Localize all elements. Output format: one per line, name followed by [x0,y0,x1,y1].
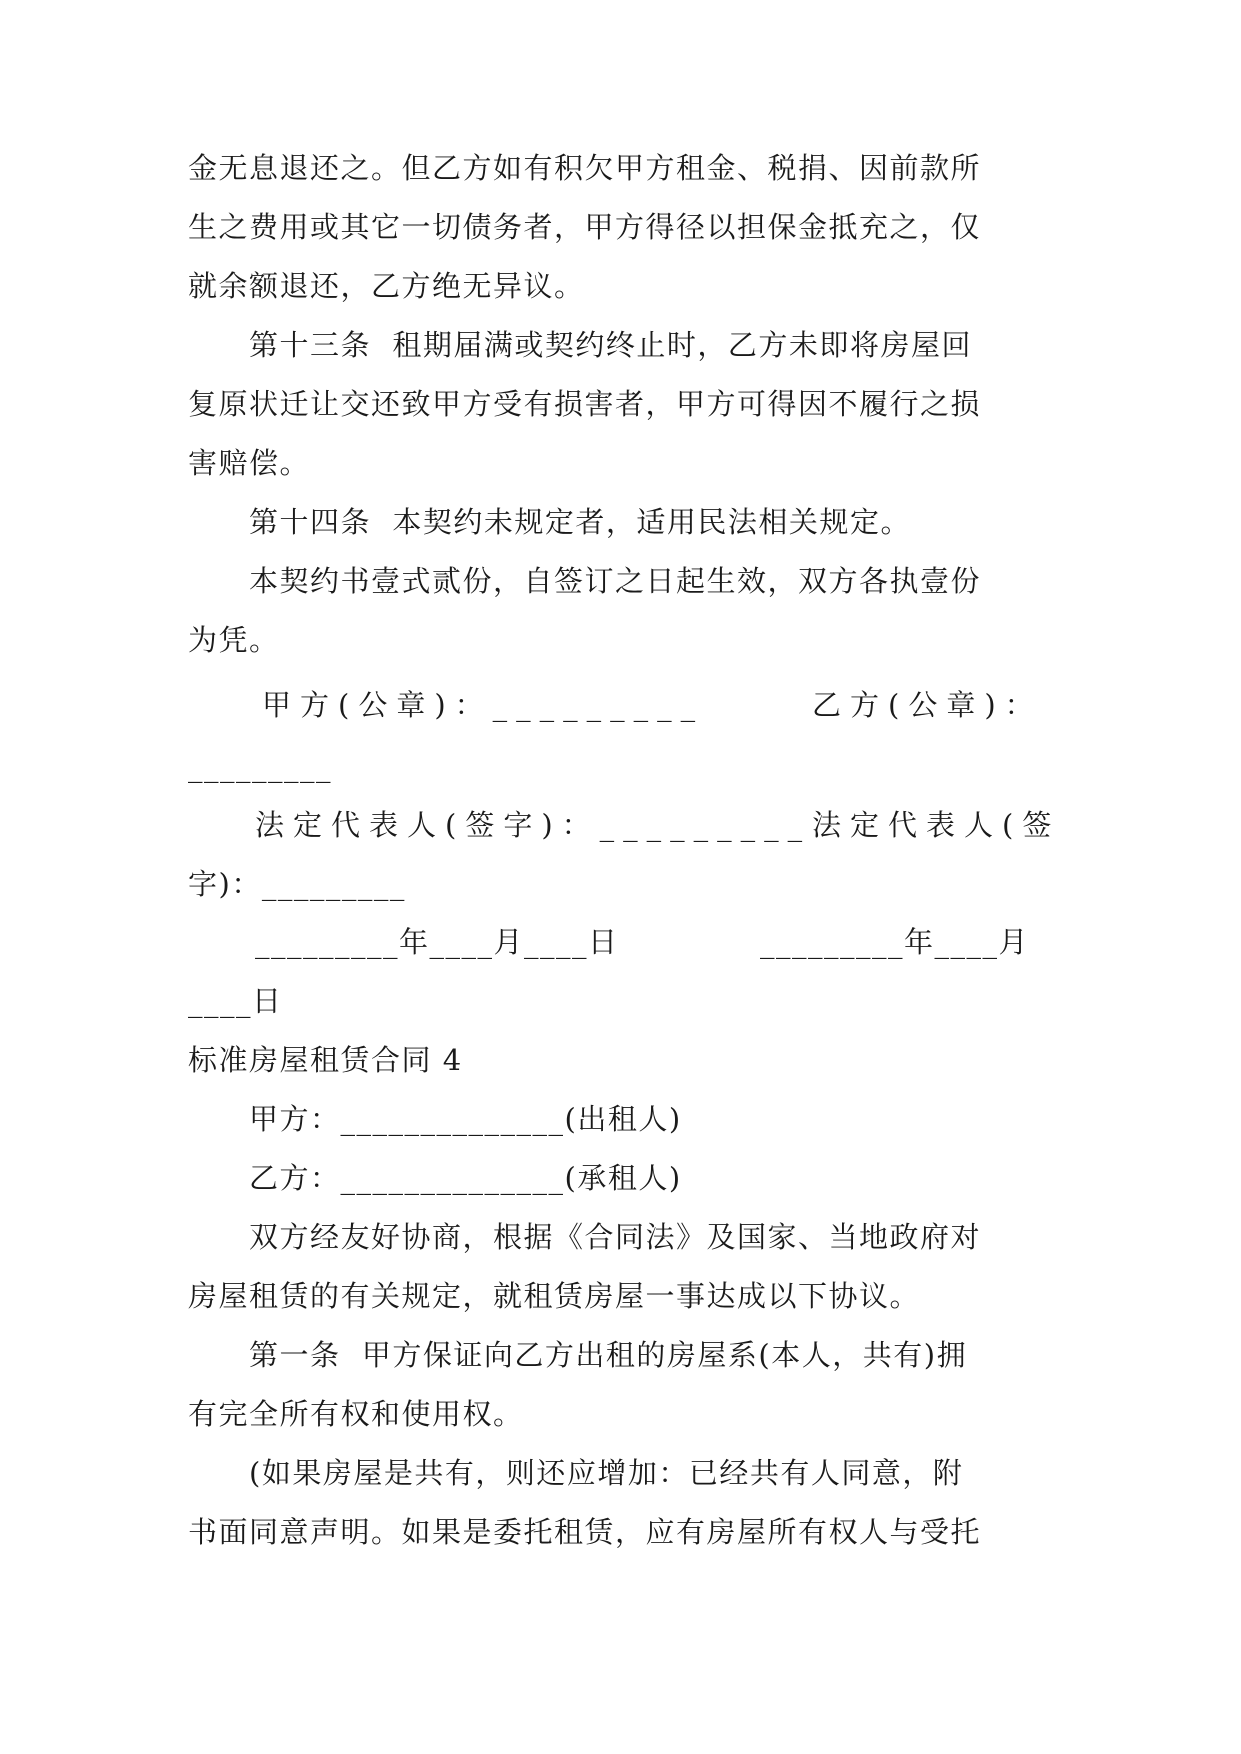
paragraph-line: 第十四条 本契约未规定者，适用民法相关规定。 [188,505,911,539]
paragraph-line: 为凭。 [188,623,280,657]
date-a: _________年____月____日 [255,925,619,959]
paragraph-line: 有完全所有权和使用权。 [188,1397,524,1431]
paragraph-line: 第一条 甲方保证向乙方出租的房屋系(本人，共有)拥 [188,1338,968,1372]
party-b-line: 乙方：______________(承租人) [188,1161,682,1195]
party-a-line: 甲方：______________(出租人) [188,1102,682,1136]
paragraph-line: 就余额退还，乙方绝无异议。 [188,269,585,303]
legal-rep-b: 法定代表人(签 [812,808,1061,842]
paragraph-line: (如果房屋是共有，则还应增加：已经共有人同意，附 [188,1456,964,1490]
paragraph-line: 生之费用或其它一切债务者，甲方得径以担保金抵充之，仅 [188,210,982,244]
party-b-seal-blank: _________ [188,749,332,783]
section-title: 标准房屋租赁合同 4 [188,1043,463,1077]
paragraph-line: 第十三条 租期届满或契约终止时，乙方未即将房屋回 [188,328,972,362]
legal-rep-a: 法定代表人(签字)：_________ [255,808,812,842]
date-b-cont: ____日 [188,984,283,1018]
paragraph-line: 本契约书壹式贰份，自签订之日起生效，双方各执壹份 [188,564,982,598]
date-b: _________年____月 [760,925,1030,959]
party-b-seal: 乙方(公章)： [812,688,1043,722]
paragraph-line: 复原状迁让交还致甲方受有损害者，甲方可得因不履行之损 [188,387,982,421]
party-a-seal: 甲方(公章)：_________ [262,688,705,722]
paragraph-line: 书面同意声明。如果是委托租赁，应有房屋所有权人与受托 [188,1515,982,1549]
legal-rep-b-cont: 字)：_________ [188,867,406,901]
paragraph-line: 房屋租赁的有关规定，就租赁房屋一事达成以下协议。 [188,1279,921,1313]
paragraph-line: 双方经友好协商，根据《合同法》及国家、当地政府对 [188,1220,982,1254]
paragraph-line: 害赔偿。 [188,446,311,480]
paragraph-line: 金无息退还之。但乙方如有积欠甲方租金、税捐、因前款所 [188,151,982,185]
